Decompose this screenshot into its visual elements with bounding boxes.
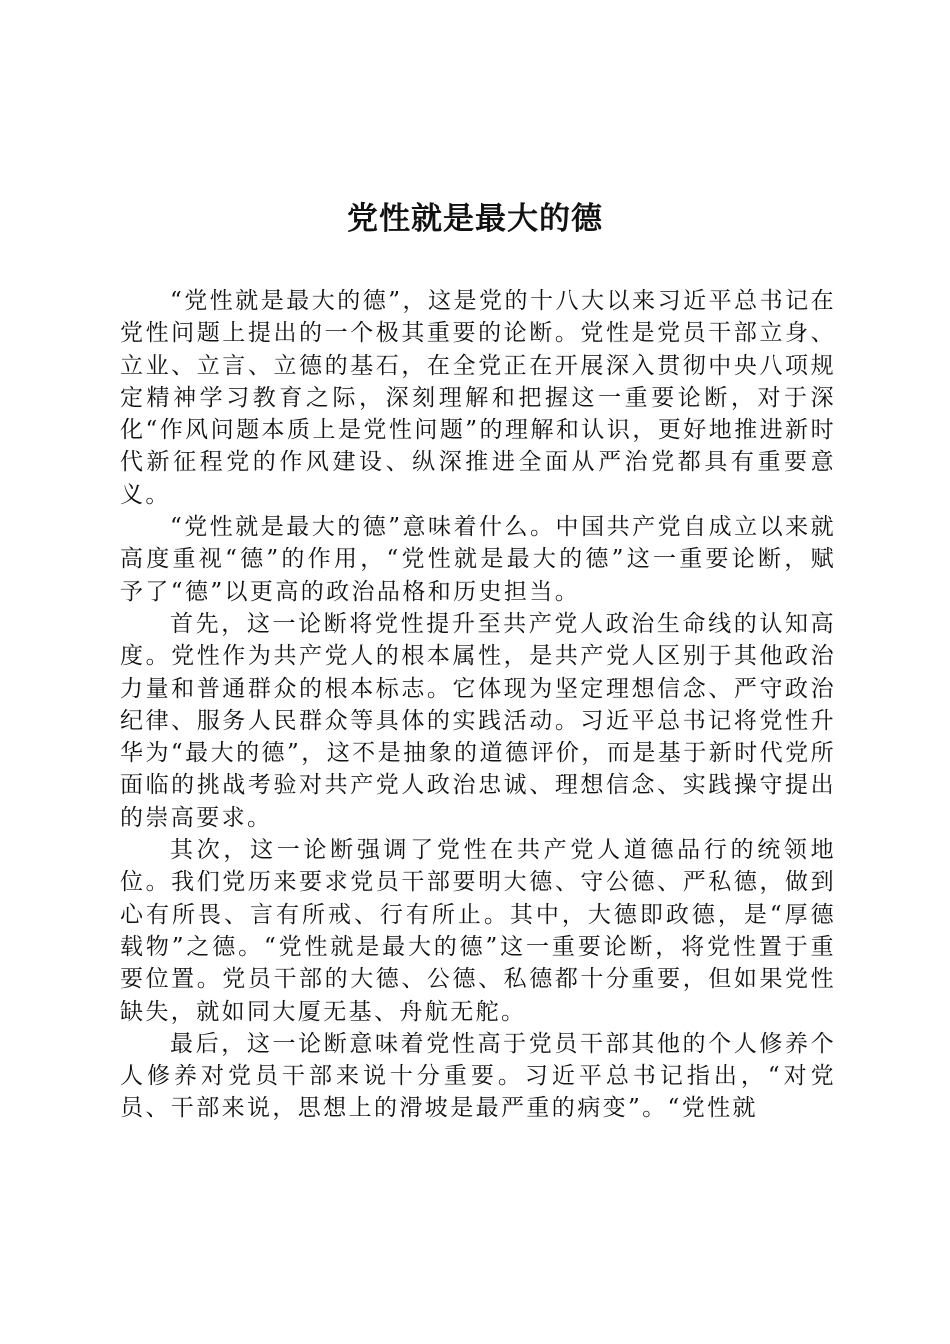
document-body	[120, 285, 836, 1125]
paragraph-1: “党性就是最大的德”，这是党的十八大以来习近平总书记在党性问题上提出的一个极其重要的论断。党性是党员干部立身、立业、立言、立德的基石，在全党正在开展深入贯彻中央八项规定精神学习教育之际，深刻理解和把握这一重要论断，对于深化“作风问题本质上是党性问题”的理解和认识，更好地推进新时代新征程党的作风建设、纵深推进全面从严治党都具有重要意义。	[120, 288, 836, 508]
document-title: 党性就是最大的德	[347, 201, 603, 237]
paragraph-5: 最后，这一论断意味着党性高于党员干部其他的个人修养个人修养对党员干部来说十分重要。习近平总书记指出，“对党员、干部来说，思想上的滑坡是最严重的病变”。“党性就	[120, 1030, 836, 1122]
paragraph-3: 首先，这一论断将党性提升至共产党人政治生命线的认知高度。党性作为共产党人的根本属性，是共产党人区别于其他政治力量和普通群众的根本标志。它体现为坚定理想信念、严守政治纪律、服务人民群众等具体的实践活动。习近平总书记将党性升华为“最大的德”，这不是抽象的道德评价，而是基于新时代党所面临的挑战考验对共产党人政治忠诚、理想信念、实践操守提出的崇高要求。	[120, 610, 836, 831]
paragraph-4: 其次，这一论断强调了党性在共产党人道德品行的统领地位。我们党历来要求党员干部要明大德、守公德、严私德，做到心有所畏、言有所戒、行有所止。其中，大德即政德，是“厚德载物”之德。“党性就是最大的德”这一重要论断，将党性置于重要位置。党员干部的大德、公德、私德都十分重要，但如果党性缺失，就如同大厦无基、舟航无舵。	[120, 837, 836, 1025]
paragraph-2: “党性就是最大的德”意味着什么。中国共产党自成立以来就高度重视“德”的作用，“党性就是最大的德”这一重要论断，赋予了“德”以更高的政治品格和历史担当。	[120, 514, 836, 605]
